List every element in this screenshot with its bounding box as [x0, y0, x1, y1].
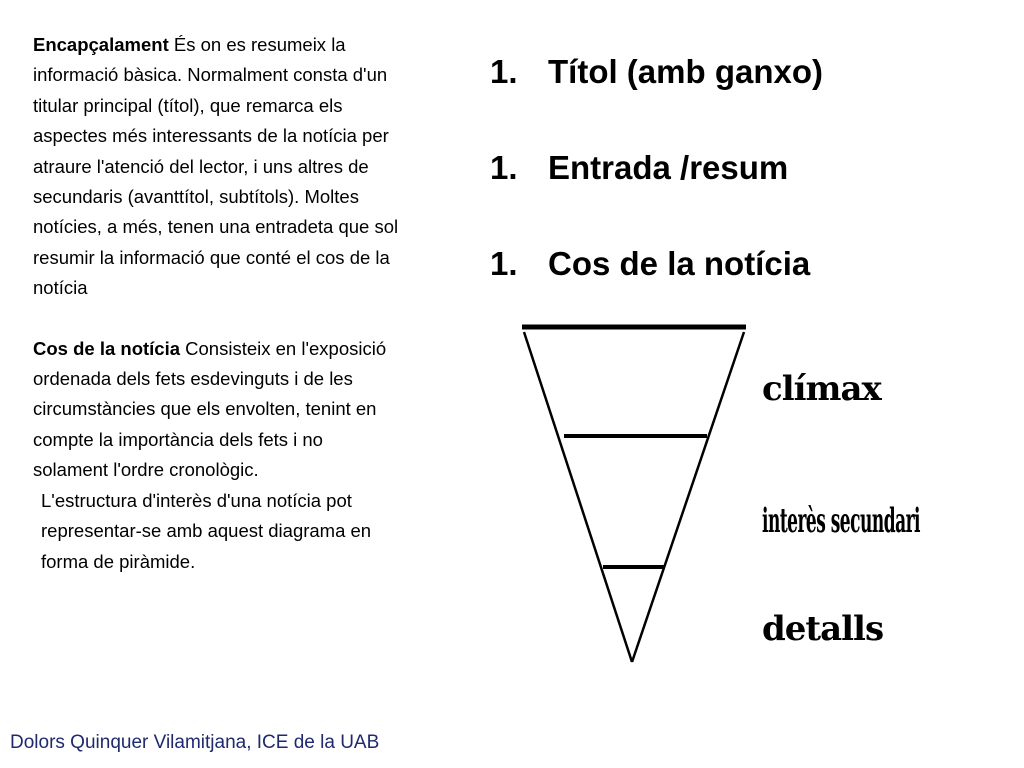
- cos-paragraph: [33, 334, 403, 486]
- cos-body: Consisteix en l'exposició ordenada dels fets esdevinguts i de les circumstàncies que els envolten, tenint en compte la importància dels fets i no solament l'ordre cronològic.: [33, 337, 387, 481]
- pyramid-label-interes-secundari: interès secundari: [762, 501, 921, 541]
- pyramid-left-side: [524, 332, 632, 662]
- encapcalament-body: És on es resumeix la informació bàsica. Normalment consta d'un titular principal (títol), que remarca els aspectes més interessants de la notícia per atraure l'atenció del lector, i uns altres de secundaris (avanttítol, subtítols). Moltes notícies, a més, tenen una entradeta que sol resumir la informació que conté el cos de la notícia: [33, 34, 399, 299]
- encapcalament-heading: Encapçalament: [33, 34, 169, 55]
- pyramid-label-detalls: detalls: [762, 609, 884, 649]
- list-item: [490, 144, 990, 192]
- list-item: [490, 240, 990, 288]
- pyramid-right-side: [632, 332, 744, 662]
- list-item-label: Cos de la notícia: [548, 245, 811, 282]
- list-item-number: 1.: [490, 149, 518, 186]
- left-text-block: [33, 30, 403, 577]
- paragraph-gap: [33, 304, 403, 334]
- pyramid-label-climax: clímax: [762, 369, 881, 409]
- estructura-paragraph: L'estructura d'interès d'una notícia pot representar-se amb aquest diagrama en forma de piràmide.: [41, 489, 372, 572]
- footer-credit: Dolors Quinquer Vilamitjana, ICE de la UAB: [10, 732, 380, 753]
- structure-list: [490, 48, 990, 336]
- list-item-number: 1.: [490, 53, 518, 90]
- list-item: [490, 48, 990, 96]
- list-item-label: Títol (amb ganxo): [548, 53, 823, 90]
- inverted-pyramid-diagram: [510, 318, 940, 678]
- list-item-number: 1.: [490, 245, 518, 282]
- list-item-label: Entrada /resum: [548, 149, 789, 186]
- cos-heading: Cos de la notícia: [33, 337, 181, 359]
- encapcalament-paragraph: [33, 30, 403, 304]
